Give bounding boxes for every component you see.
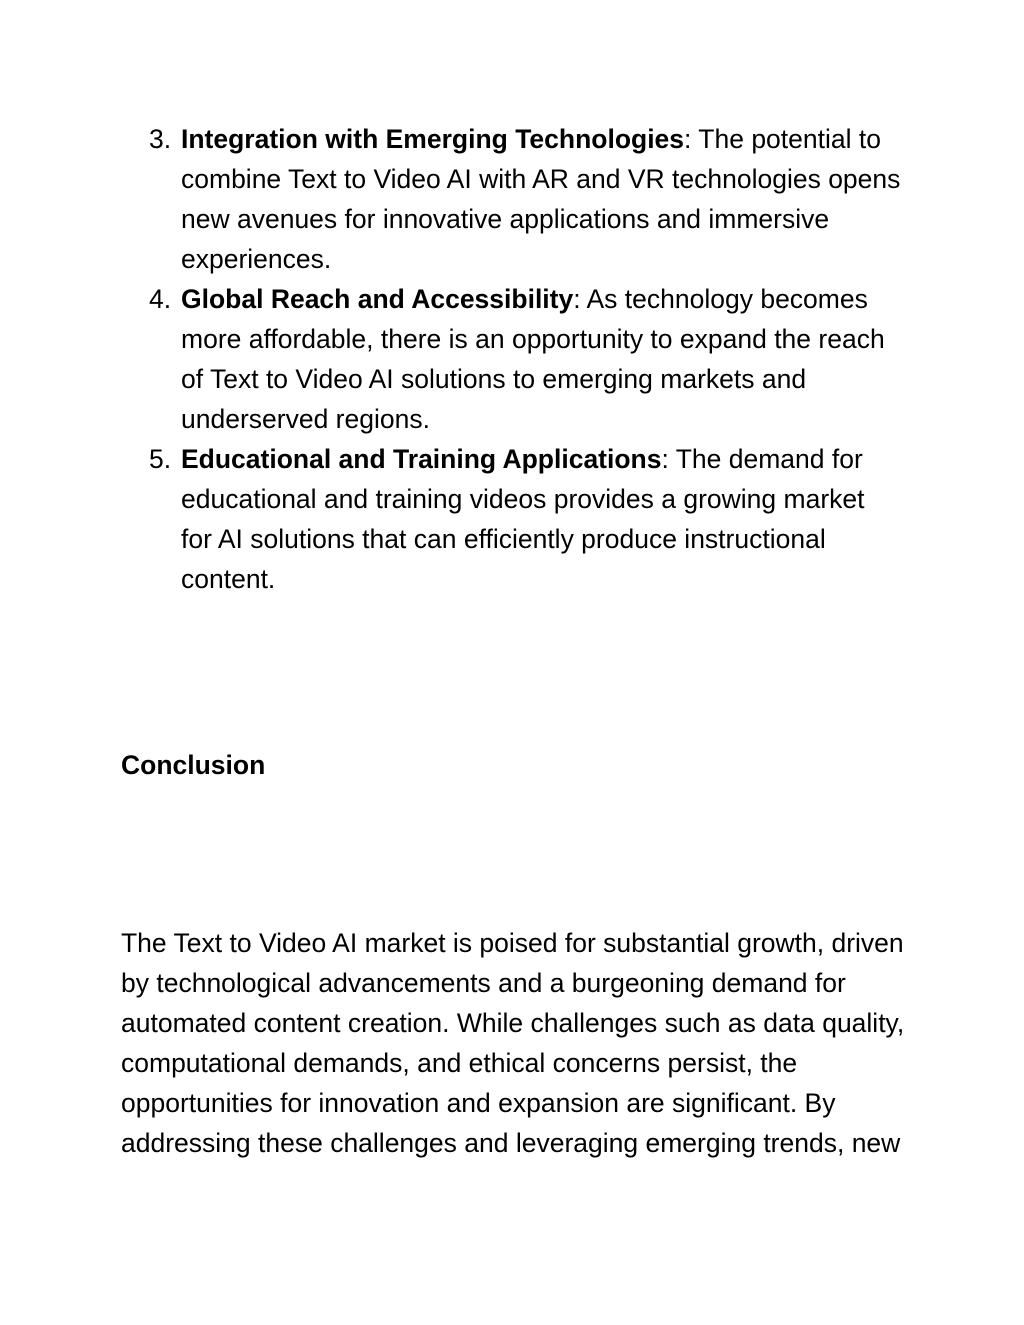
list-item-title: Integration with Emerging Technologies <box>181 124 685 154</box>
list-item-title: Global Reach and Accessibility <box>181 284 574 314</box>
list-item <box>0 119 901 279</box>
list-item <box>0 279 901 439</box>
conclusion-paragraph: The Text to Video AI market is poised for substantial growth, driven by technological advancements and a burgeoning demand for automated content creation. While challenges such as data quality, computational demands, and ethical concerns persist, the opportunities for innovation and expansion are significant. By addressing these challenges and leveraging emerging trends, new <box>121 928 905 1158</box>
conclusion-heading: Conclusion <box>121 750 266 780</box>
list-item <box>0 439 901 599</box>
list-item-text: : The demand for educational and training videos provides a growing market for AI solutions that can efficiently produce instructional content. <box>181 444 865 594</box>
list-item-title: Educational and Training Applications <box>181 444 662 474</box>
opportunities-list <box>0 119 1024 599</box>
list-item-number: 5. <box>149 444 172 474</box>
list-item-number: 4. <box>149 284 172 314</box>
list-item-number: 3. <box>149 124 172 154</box>
list-item-text: : The potential to combine Text to Video AI with AR and VR technologies opens new avenues for innovative applications and immersive experiences. <box>181 124 901 274</box>
list-item-text: : As technology becomes more affordable, there is an opportunity to expand the reach of Text to Video AI solutions to emerging markets and underserved regions. <box>181 284 885 434</box>
